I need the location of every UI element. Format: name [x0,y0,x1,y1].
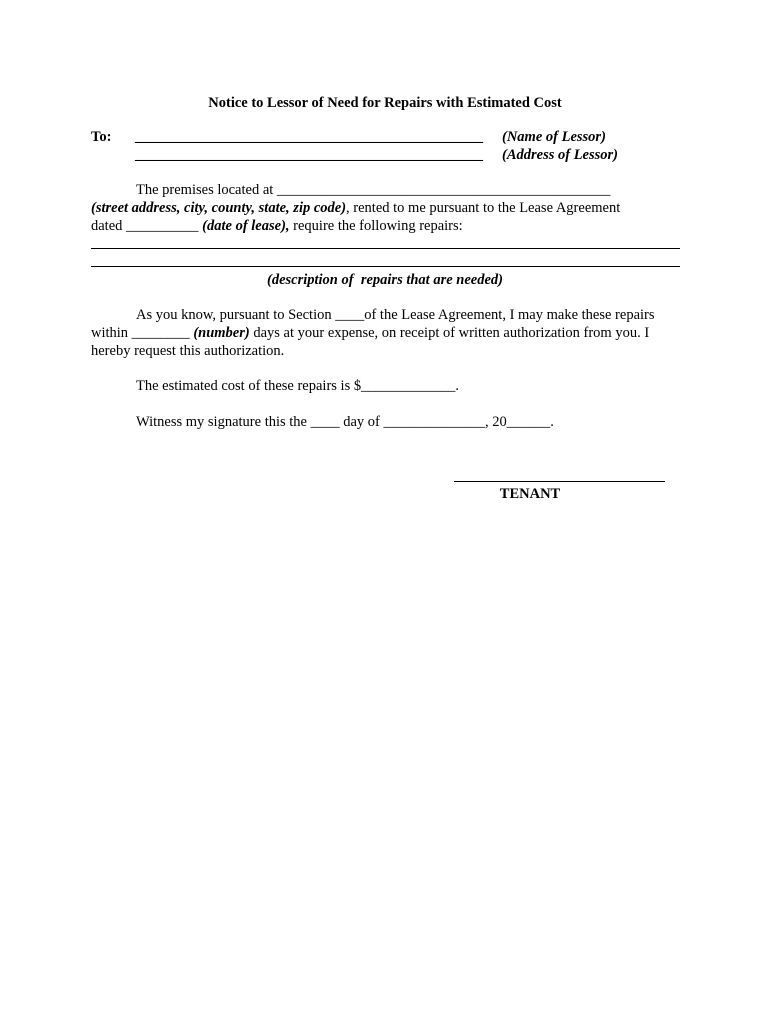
lessor-address-hint: (Address of Lessor) [502,147,618,163]
repairs-description-hint: (description of repairs that are needed) [266,272,503,288]
document-title: Notice to Lessor of Need for Repairs with Estimated Cost [208,95,562,111]
authorization-request-line: hereby request this authorization. [91,343,285,359]
to-label: To: [91,129,112,145]
repairs-intro-text: require the following repairs: [289,218,463,234]
premises-line: The premises located at ______________________________________________ [136,182,611,198]
lessor-name-blank[interactable]: ________________________________________________ [135,129,483,145]
date-of-lease-hint: (date of lease), [202,218,290,234]
lessor-address-blank[interactable]: ________________________________________________ [135,147,483,163]
witness-line: Witness my signature this the ____ day of ______________, 20______. [136,414,554,430]
lease-agreement-text: , rented to me pursuant to the Lease Agreement [346,200,621,216]
repairs-blank-line-2[interactable] [91,266,680,267]
estimated-cost-line: The estimated cost of these repairs is $_____________. [136,378,459,394]
lessor-name-hint: (Name of Lessor) [502,129,606,145]
section-line: As you know, pursuant to Section ____of the Lease Agreement, I may make these repairs [136,307,655,323]
repairs-blank-line-1[interactable] [91,248,680,249]
expense-text: days at your expense, on receipt of written authorization from you. I [249,325,650,341]
dated-blank: dated __________ [91,218,203,234]
within-days-line [91,324,649,342]
within-blank: within ________ [91,325,194,341]
dated-line [91,217,463,235]
street-address-hint: (street address, city, county, state, zip code) [91,200,347,216]
tenant-label: TENANT [499,486,561,502]
number-hint: (number) [193,325,250,341]
signature-line[interactable] [454,481,665,482]
premises-address-line [91,199,620,217]
